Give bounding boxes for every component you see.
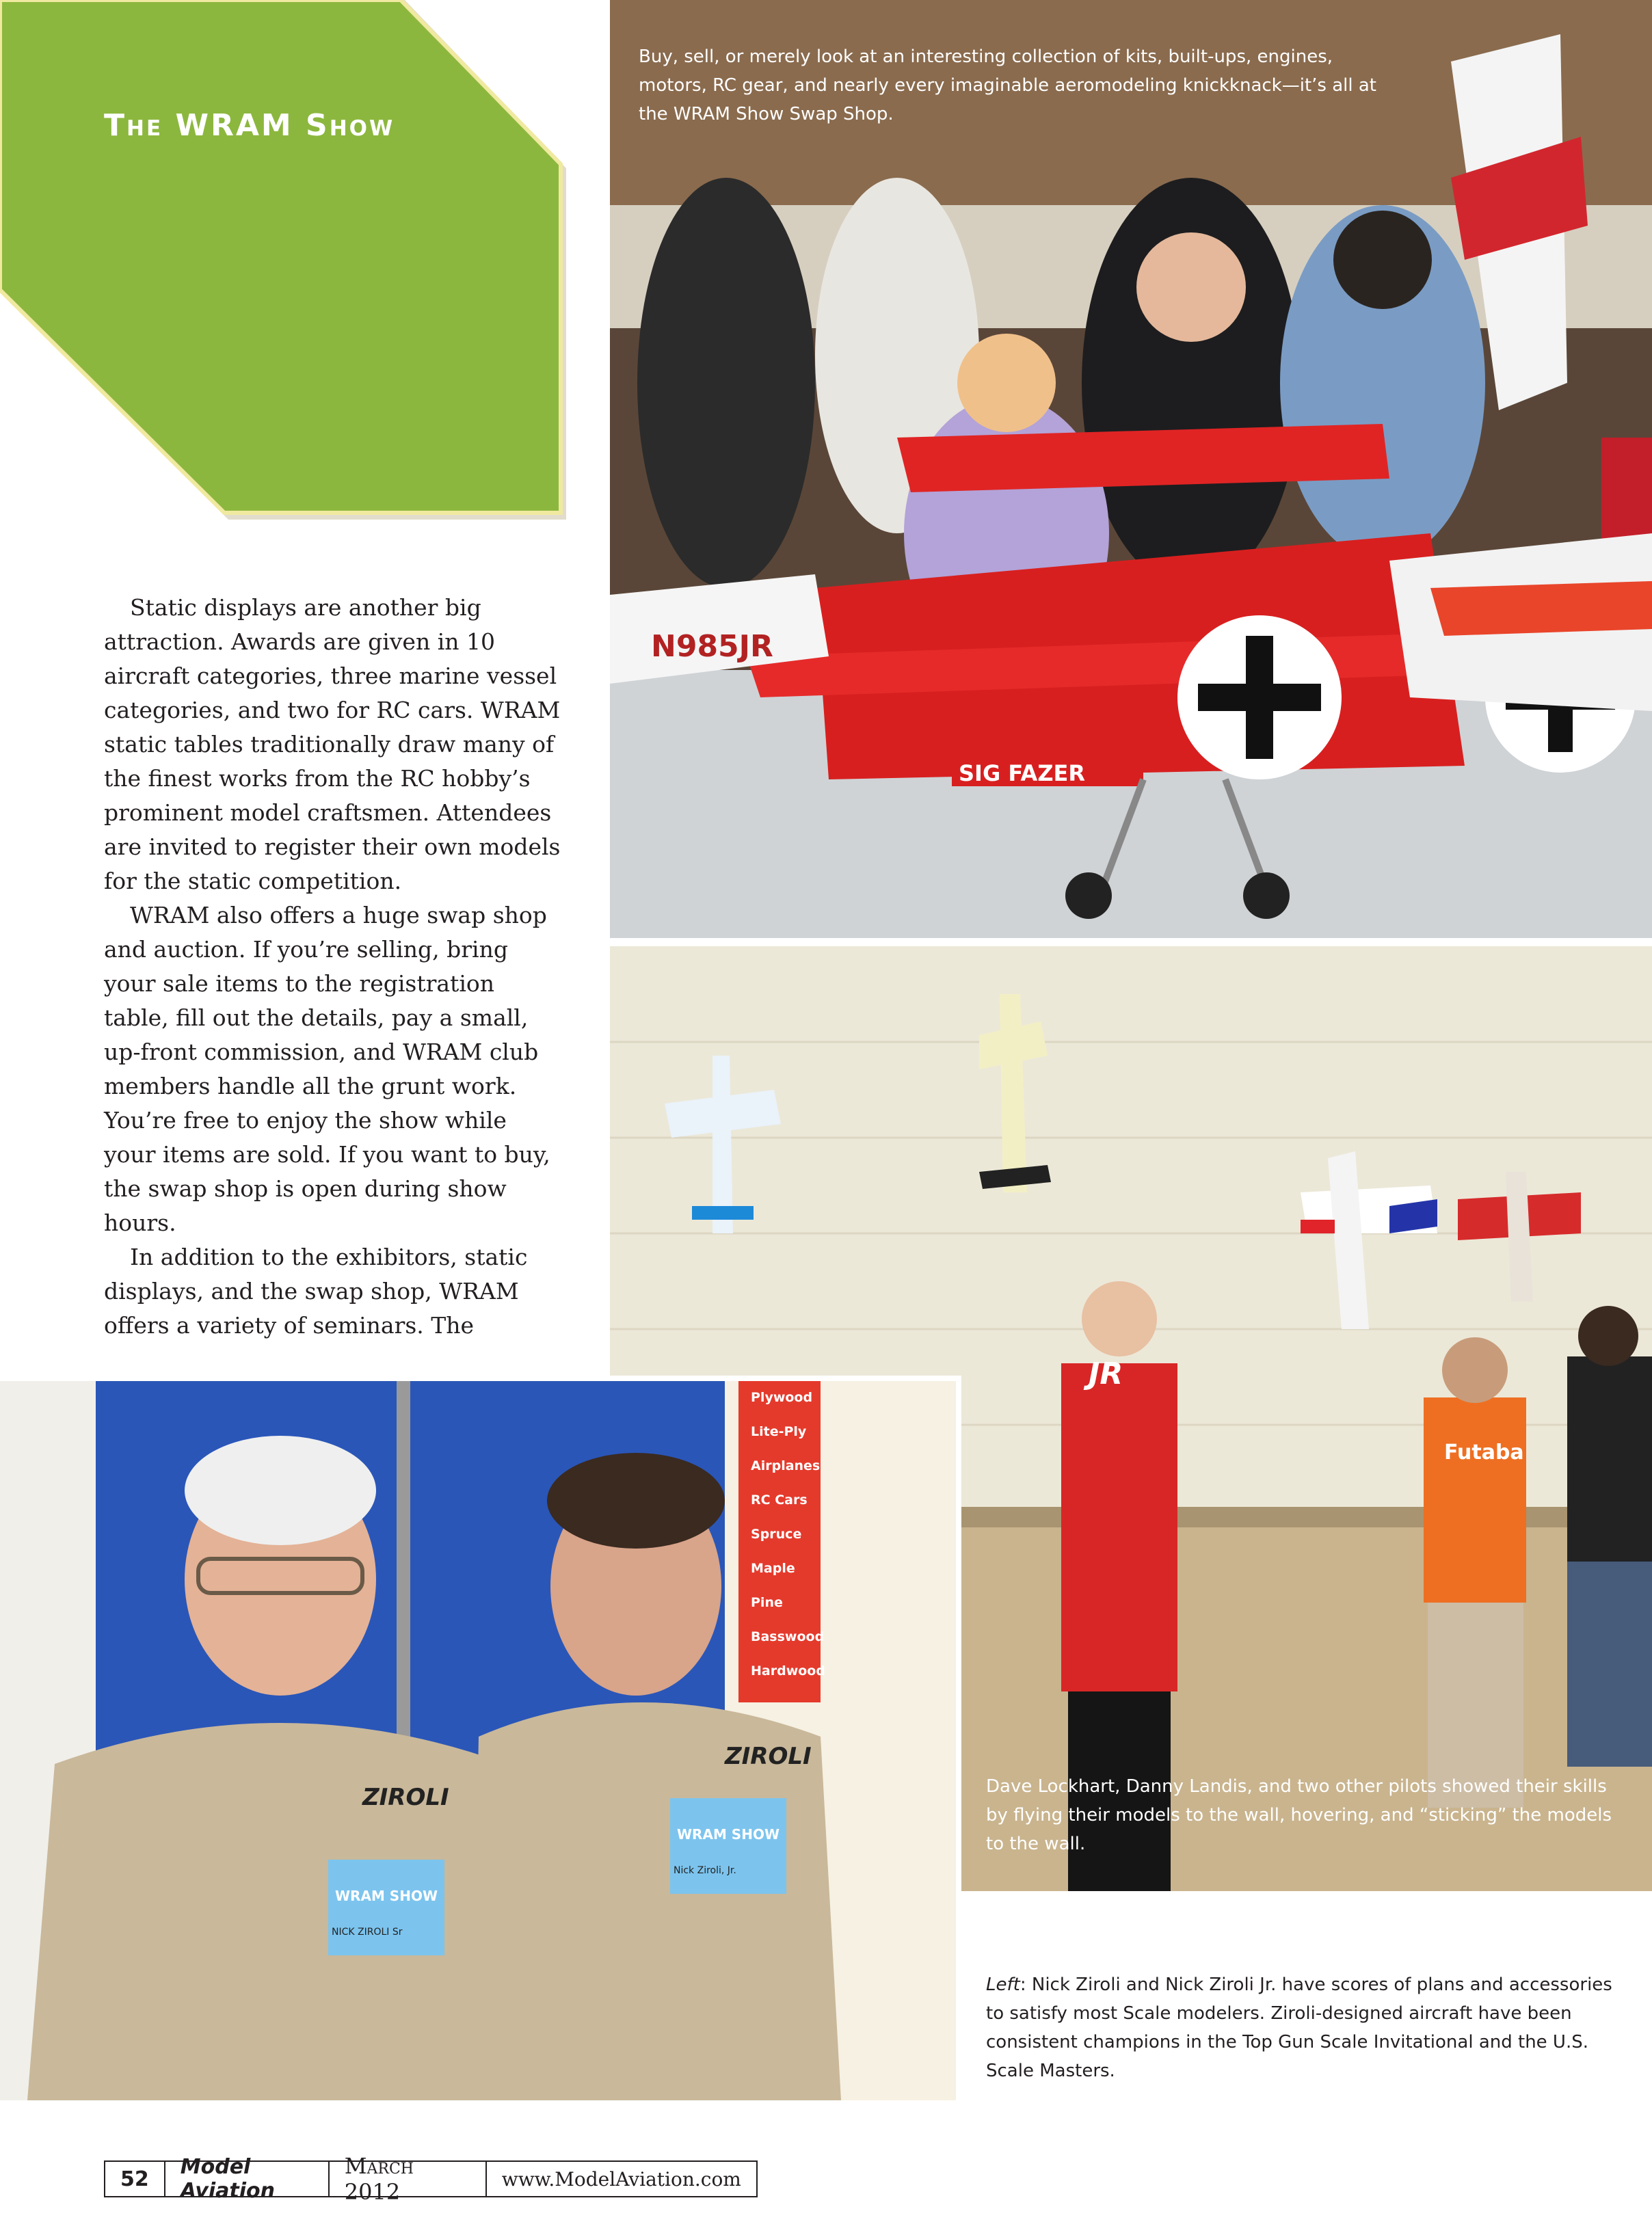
shirt-futaba-label: Futaba [1444,1441,1524,1464]
shelf-label: Hardwood [751,1663,825,1678]
shelf-label: Lite-Ply [751,1424,807,1439]
magazine-name: Model Aviation [165,2162,330,2196]
badge-title-left: WRAM SHOW [335,1888,438,1904]
shelf-label: Basswood [751,1629,825,1644]
issue-date: March 2012 [330,2162,487,2196]
article-body [104,591,563,1343]
shelf-label: RC Cars [751,1493,808,1508]
swap-shop-photo [610,0,1652,938]
caption-text: : Nick Ziroli and Nick Ziroli Jr. have scores of plans and accessories to satisfy most Scale modelers. Ziroli-designed aircraft have been consistent champions in the Top Gun Scale Invitational and the U.S. Scale Masters. [986,1975,1612,2081]
paragraph: In addition to the exhibitors, static displays, and the swap shop, WRAM offers a variety of seminars. The [104,1244,528,1339]
ziroli-logo-left: ZIROLI [362,1784,449,1811]
registration-label: N985JR [651,629,773,664]
page-number: 52 [105,2162,165,2196]
ziroli-booth-caption [986,1970,1615,2085]
title-banner [0,0,568,520]
section-title: The WRAM Show [104,108,395,143]
shelf-label: Airplanes [751,1458,821,1473]
caption-lead: Left [986,1975,1020,1995]
shirt-jr-label: JR [1089,1356,1123,1391]
badge-name-right: Nick Ziroli, Jr. [674,1865,736,1876]
plane-label: SIG FAZER [959,760,1086,786]
shelf-label: Spruce [751,1527,802,1542]
badge-name-left: NICK ZIROLI Sr [332,1927,403,1938]
shelf-label: Maple [751,1561,795,1576]
ziroli-logo-right: ZIROLI [725,1743,812,1770]
paragraph: Static displays are another big attraction. Awards are given in 10 aircraft categories, three marine vessel categories, and two for RC cars. WRAM static tables traditionally draw many of the finest works from the RC hobby’s prominent model craftsmen. Attendees are invited to register their own models for the static competition. [104,594,561,894]
shelf-label: Plywood [751,1390,813,1405]
page-footer [104,2153,758,2205]
ziroli-booth-photo [0,1376,961,2100]
website-link[interactable]: www.ModelAviation.com [501,2167,741,2191]
swap-shop-caption: Buy, sell, or merely look at an interesting collection of kits, built-ups, engines, motors, RC gear, and nearly every imaginable aeromodeling knickknack—it’s all at the WRAM Show Swap Shop. [639,46,1376,124]
badge-title-right: WRAM SHOW [677,1826,780,1843]
paragraph: WRAM also offers a huge swap shop and auction. If you’re selling, bring your sale items to the registration table, fill out the details, pay a small, up-front commission, and WRAM club members handle all the grunt work. You’re free to enjoy the show while your items are sold. If you want to buy, the swap shop is open during show hours. [104,902,550,1236]
wall-hover-caption: Dave Lockhart, Danny Landis, and two other pilots showed their skills by flying their models to the wall, hovering, and “sticking” the models to the wall. [986,1776,1612,1854]
shelf-label: Pine [751,1595,783,1610]
